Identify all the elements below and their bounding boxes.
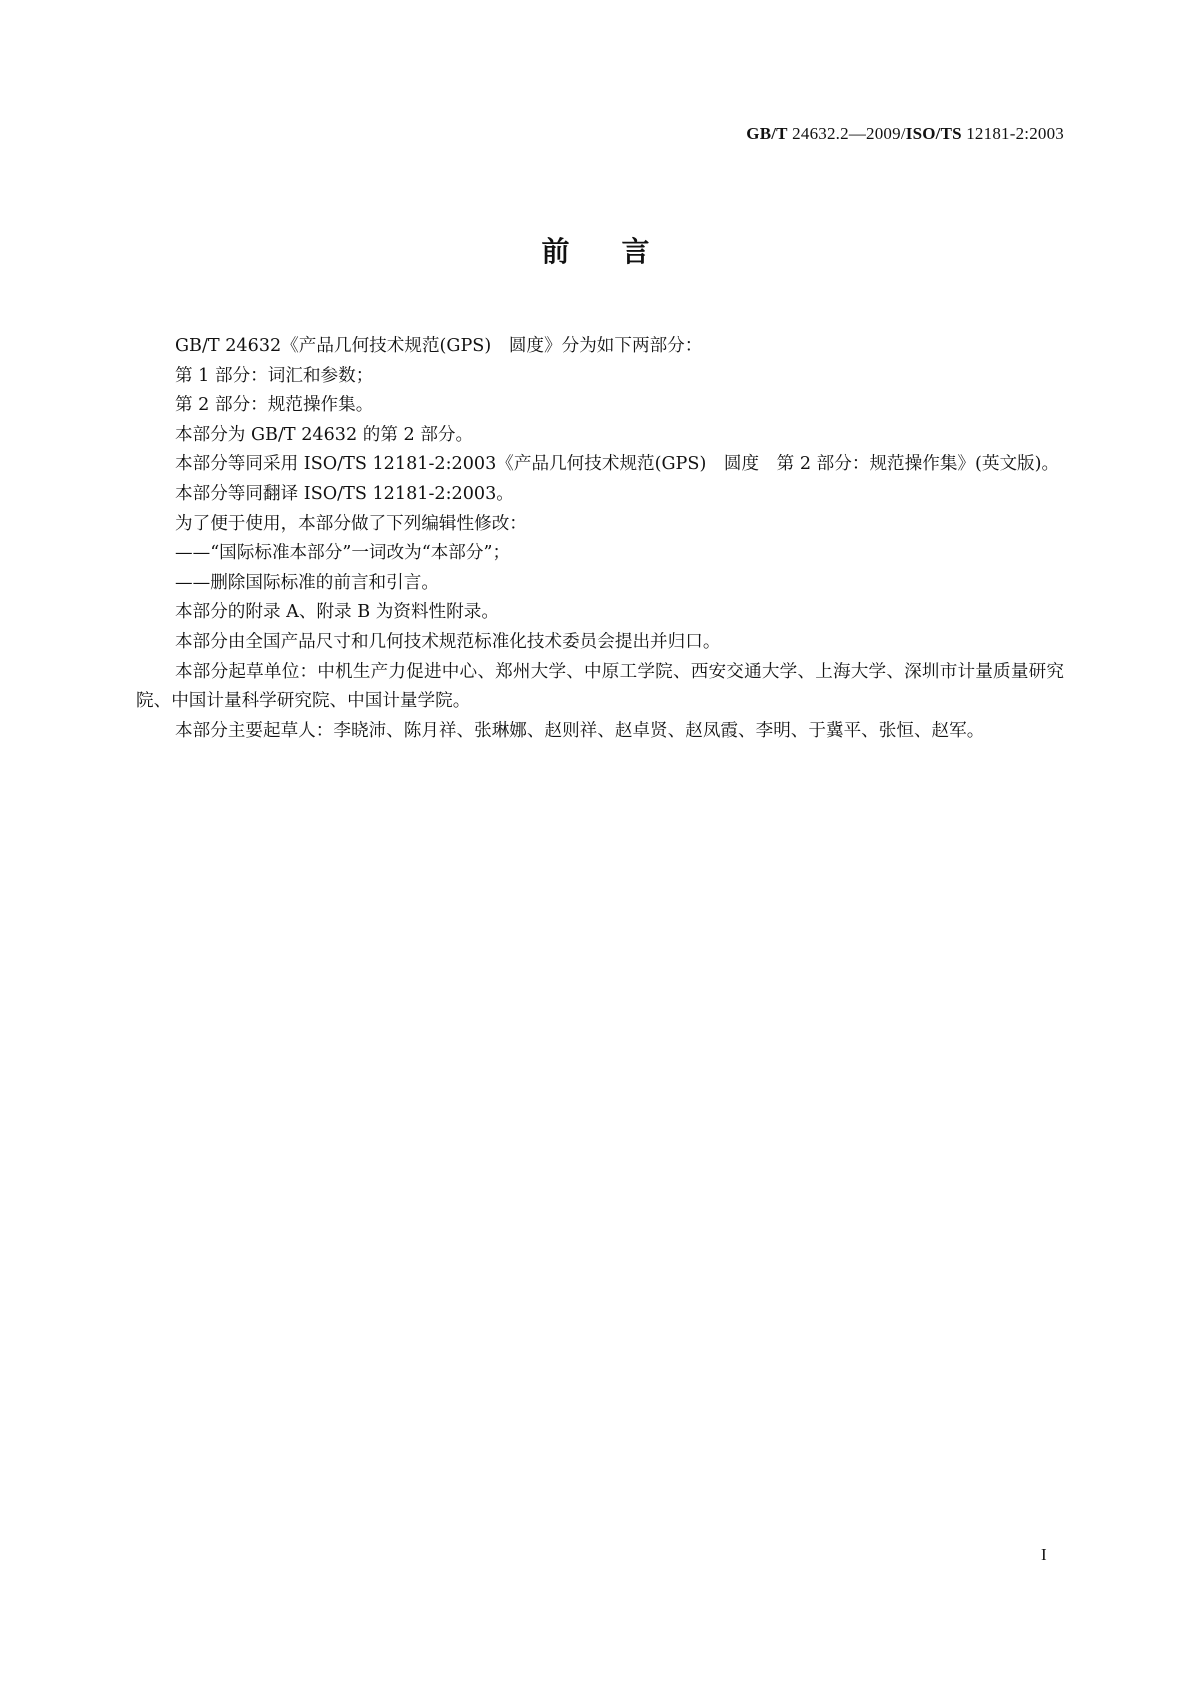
paragraph-edits-intro: 为了便于使用，本部分做了下列编辑性修改： xyxy=(175,513,527,534)
page-title: 前言 xyxy=(541,235,702,268)
standard-code-prefix: GB/T xyxy=(746,124,788,143)
paragraph-drafting-units: 本部分起草单位：中机生产力促进中心、郑州大学、中原工学院、西安交通大学、上海大学、深圳市计量质量研究院、中国计量科学研究院、中国计量学院。 xyxy=(136,661,1064,712)
standard-code-iso-number: 12181-2:2003 xyxy=(961,124,1064,143)
paragraph-edit-2: ——删除国际标准的前言和引言。 xyxy=(175,572,439,593)
standard-code-header xyxy=(746,124,1064,144)
paragraph-drafters: 本部分主要起草人：李晓沛、陈月祥、张琳娜、赵则祥、赵卓贤、赵凤霞、李明、于冀平、张恒、赵军。 xyxy=(175,720,985,741)
page-number: I xyxy=(1041,1545,1047,1564)
paragraph-edit-1: ——“国际标准本部分”一词改为“本部分”； xyxy=(175,543,511,564)
paragraph-this-part: 本部分为 GB/T 24632 的第 2 部分。 xyxy=(175,424,474,445)
standard-code-number: 24632.2—2009/ xyxy=(787,124,906,143)
paragraph-proposer: 本部分由全国产品尺寸和几何技术规范标准化技术委员会提出并归口。 xyxy=(175,631,721,652)
paragraph-annexes: 本部分的附录 A、附录 B 为资料性附录。 xyxy=(175,602,499,623)
foreword-body xyxy=(136,332,1064,746)
standard-code-iso-prefix: ISO/TS xyxy=(905,124,962,143)
paragraph-series-intro: GB/T 24632《产品几何技术规范(GPS) 圆度》分为如下两部分： xyxy=(175,336,703,356)
paragraph-adoption: 本部分等同采用 ISO/TS 12181-2:2003《产品几何技术规范(GPS) 圆度 第 2 部分：规范操作集》(英文版)。 xyxy=(175,454,1060,475)
paragraph-part-2: 第 2 部分：规范操作集。 xyxy=(175,395,374,416)
paragraph-translation: 本部分等同翻译 ISO/TS 12181-2:2003。 xyxy=(175,483,514,504)
paragraph-part-1: 第 1 部分：词汇和参数； xyxy=(175,365,374,386)
